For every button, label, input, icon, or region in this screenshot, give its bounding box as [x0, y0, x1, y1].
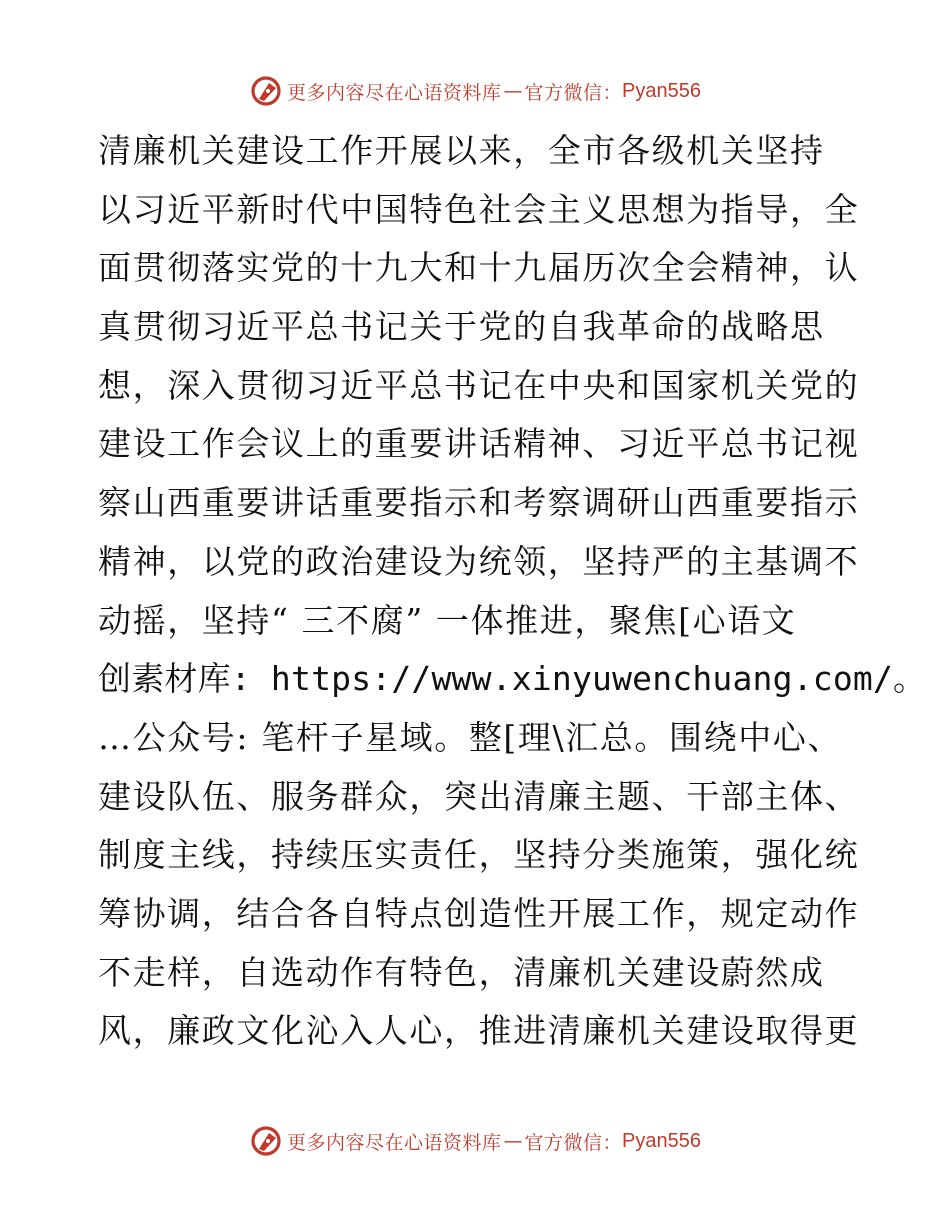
- pen-nib-circle-icon: [249, 74, 283, 108]
- body-line: 面贯彻落实党的十九大和十九届历次全会精神，认: [98, 248, 860, 288]
- banner-title: 更多内容尽在心语资料库: [287, 1131, 502, 1154]
- pen-nib-circle-icon: [249, 1124, 283, 1158]
- banner-wechat-id: Pyan556: [622, 79, 701, 102]
- body-line: 想，深入贯彻习近平总书记在中央和国家机关党的: [98, 365, 860, 405]
- banner-label: 官方微信：: [524, 81, 623, 104]
- banner-separator: —: [503, 80, 523, 102]
- body-line: 建设队伍、服务群众，突出清廉主题、干部主体、: [98, 776, 860, 816]
- body-line: 建设工作会议上的重要讲话精神、习近平总书记视: [98, 424, 860, 464]
- body-line: 真贯彻习近平总书记关于党的自我革命的战略思: [98, 307, 825, 347]
- body-line: 清廉机关建设工作开展以来，全市各级机关坚持: [98, 131, 825, 170]
- body-line-url: 创素材库: https://www.xinyuwenchuang.com/。: [98, 659, 927, 699]
- body-line: 风，廉政文化沁入人心，推进清廉机关建设取得更: [98, 1011, 860, 1051]
- banner-label: 官方微信：: [524, 1131, 623, 1154]
- banner-wechat-id: Pyan556: [622, 1129, 701, 1152]
- body-line: …公众号: 笔杆子星域。整[理\汇总。围绕中心、: [98, 717, 843, 757]
- banner-separator: —: [503, 1130, 523, 1152]
- document-body: [98, 122, 927, 1061]
- body-line: 以习近平新时代中国特色社会主义思想为指导，全: [98, 189, 860, 229]
- body-line: 筹协调，结合各自特点创造性开展工作，规定动作: [98, 893, 860, 933]
- footer-banner: [0, 1121, 950, 1161]
- body-line: 精神，以党的政治建设为统领，坚持严的主基调不: [98, 541, 860, 581]
- body-line: 不走样，自选动作有特色，清廉机关建设蔚然成: [98, 952, 825, 992]
- body-line: 察山西重要讲话重要指示和考察调研山西重要指示: [98, 483, 860, 523]
- body-line: 动摇，坚持“ 三不腐” 一体推进，聚焦[心语文: [98, 600, 797, 640]
- banner-title: 更多内容尽在心语资料库: [287, 81, 502, 104]
- header-banner: [0, 71, 950, 111]
- body-line: 制度主线，持续压实责任，坚持分类施策，强化统: [98, 835, 860, 875]
